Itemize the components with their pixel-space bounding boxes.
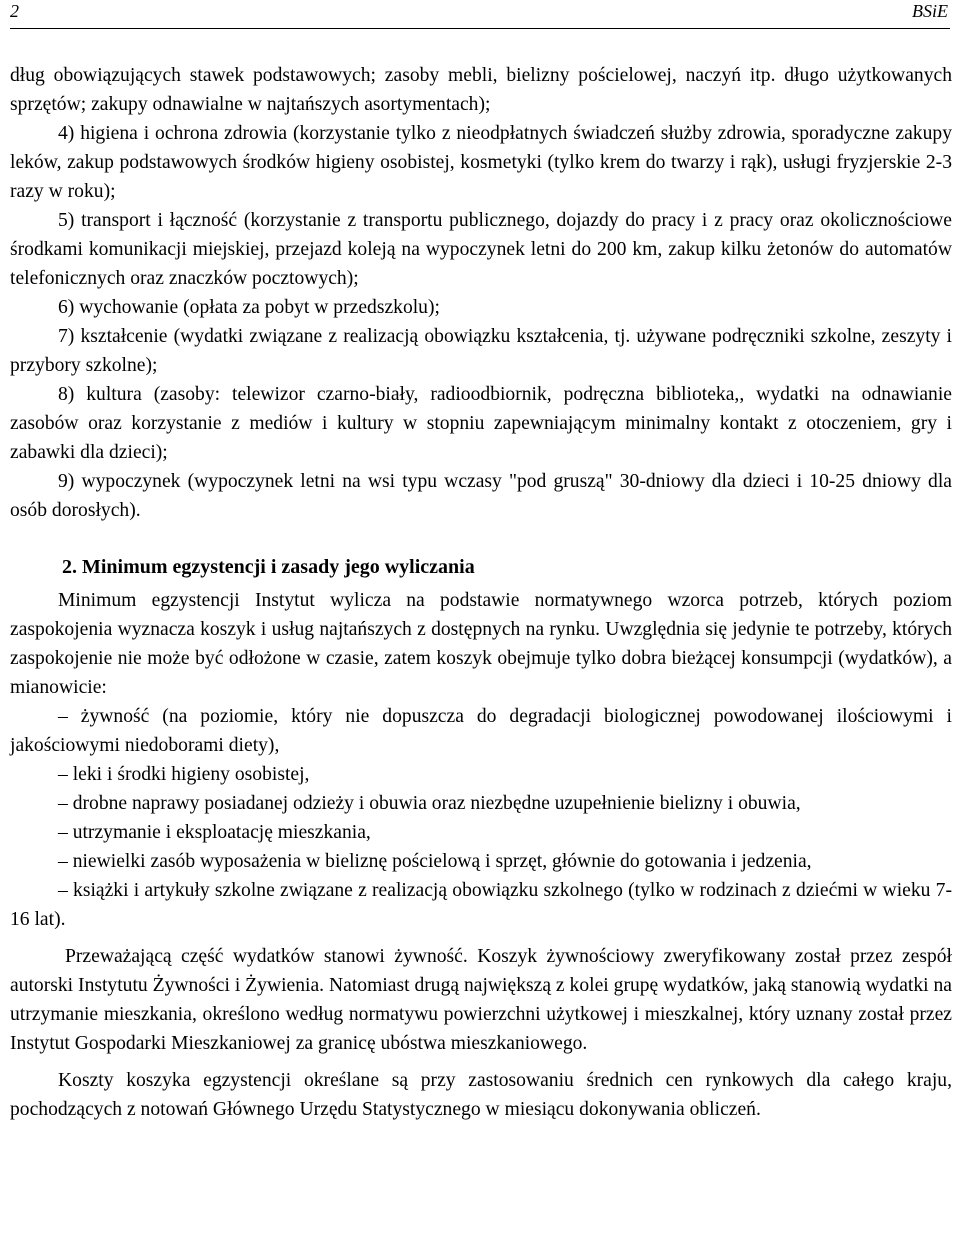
- paragraph-food: Przeważającą część wydatków stanowi żywność. Koszyk żywnościowy zweryfikowany został przez zespół autorski Instytutu Żywności i Żywienia. Natomiast drugą największą z kolei grupę wydatków, jaką stanowią wydatki na utrzymanie mieszkania, określono według normatywu powierzchni użytkowej i mieszkalnej, który uznany został przez Instytut Gospodarki Mieszkaniowej za granicę ubóstwa mieszkaniowego.: [10, 946, 952, 1054]
- list-item-education: 7) kształcenie (wydatki związane z realizacją obowiązku kształcenia, tj. używane podręczniki szkolne, zeszyty i przybory szkolne);: [10, 326, 952, 376]
- page-header: [10, 0, 950, 29]
- page-body: [10, 61, 952, 1124]
- spacer: [10, 525, 952, 553]
- list-item-leisure: 9) wypoczynek (wypoczynek letni na wsi typu wczasy "pod gruszą" 30-dniowy dla dzieci i 10-25 dniowy dla osób dorosłych).: [10, 471, 952, 521]
- section-heading: 2. Minimum egzystencji i zasady jego wyliczania: [62, 556, 475, 578]
- paragraph-continuation: dług obowiązujących stawek podstawowych; zasoby mebli, bielizny pościelowej, naczyń itp. długo użytkowanych sprzętów; zakupy odnawialne w najtańszych asortymentach);: [10, 65, 952, 115]
- section-intro: Minimum egzystencji Instytut wylicza na podstawie normatywnego wzorca potrzeb, których poziom zaspokojenia wyznacza koszyk i usług najtańszych z dostępnych na rynku. Uwzględnia się jedynie te potrzeby, których zaspokojenie nie może być odłożone w czasie, zatem koszyk obejmuje tylko dobra bieżącej konsumpcji (wydatków), a mianowicie:: [10, 590, 952, 698]
- spacer: [10, 934, 952, 942]
- spacer: [10, 1058, 952, 1066]
- running-head: BSiE: [912, 1, 948, 21]
- list-item-transport: 5) transport i łączność (korzystanie z transportu publicznego, dojazdy do pracy i z pracy oraz okolicznościowe środkami komunikacji miejskiej, przejazd koleją na wypoczynek letni do 200 km, zakup kilku żetonów do automatów telefonicznych oraz znaczków pocztowych);: [10, 210, 952, 289]
- page-number: 2: [10, 1, 19, 21]
- dash-item: – żywność (na poziomie, który nie dopuszcza do degradacji biologicznej powodowanej ilościowymi i jakościowymi niedoborami diety),: [10, 706, 952, 756]
- dash-item: – drobne naprawy posiadanej odzieży i obuwia oraz niezbędne uzupełnienie bielizny i obuwia,: [58, 793, 801, 814]
- dash-item: – niewielki zasób wyposażenia w bieliznę pościelową i sprzęt, głównie do gotowania i jedzenia,: [58, 851, 812, 872]
- list-item-culture: 8) kultura (zasoby: telewizor czarno-biały, radioodbiornik, podręczna biblioteka,, wydatki na odnawianie zasobów oraz korzystanie z mediów i kultury w stopniu zapewniającym minimalny kontakt z otoczeniem, gry i zabawki dla dzieci);: [10, 384, 952, 463]
- list-item-upbringing: 6) wychowanie (opłata za pobyt w przedszkolu);: [58, 297, 440, 318]
- dash-item: – utrzymanie i eksploatację mieszkania,: [58, 822, 371, 843]
- paragraph-costs: Koszty koszyka egzystencji określane są przy zastosowaniu średnich cen rynkowych dla całego kraju, pochodzących z notowań Głównego Urzędu Statystycznego w miesiącu dokonywania obliczeń.: [10, 1070, 952, 1120]
- dash-item: – książki i artykuły szkolne związane z realizacją obowiązku szkolnego (tylko w rodzinach z dziećmi w wieku 7-16 lat).: [10, 880, 952, 930]
- dash-item: – leki i środki higieny osobistej,: [58, 764, 310, 785]
- list-item-health: 4) higiena i ochrona zdrowia (korzystanie tylko z nieodpłatnych świadczeń służby zdrowia, sporadyczne zakupy leków, zakup podstawowych środków higieny osobistej, kosmetyki (tylko krem do twarzy i rąk), usługi fryzjerskie 2-3 razy w roku);: [10, 123, 952, 202]
